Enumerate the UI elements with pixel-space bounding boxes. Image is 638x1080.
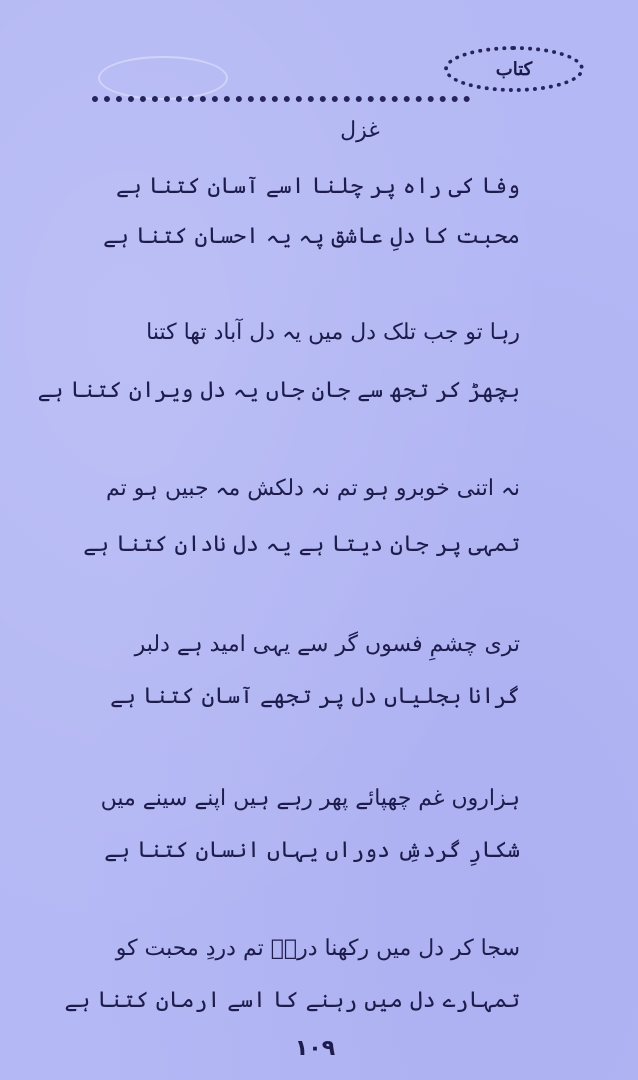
poem-line: سجا کر دل میں رکھنا دردؔ تم دردِ محبت کو bbox=[115, 936, 520, 961]
poem-line: تری چشمِ فسوں گر سے یہی امید ہے دلبر bbox=[134, 632, 520, 657]
header-logo-text: کتاب bbox=[495, 58, 533, 80]
poem-line: محبت کا دلِ عاشق پہ یہ احسان کتنا ہے bbox=[103, 224, 520, 249]
header-logo-oval bbox=[444, 46, 584, 92]
faint-watermark-oval bbox=[98, 56, 228, 100]
poem-line: بچھڑ کر تجھ سے جانِ جاں یہ دل ویران کتنا ہے bbox=[37, 378, 520, 403]
poem-line: شکارِ گردشِ دوراں یہاں انسان کتنا ہے bbox=[104, 838, 520, 863]
poem-title: غزل bbox=[340, 118, 380, 143]
poem-line: گرانا بجلیاں دل پر تجھے آسان کتنا ہے bbox=[110, 684, 520, 709]
page-number: ۱۰۹ bbox=[294, 1036, 336, 1061]
poem-line: وفا کی راہ پر چلنا اسے آسان کتنا ہے bbox=[116, 174, 520, 199]
poem-line: رہا تو جب تلک دل میں یہ دل آباد تھا کتنا bbox=[146, 320, 520, 345]
poem-line: تمہارے دل میں رہنے کا اسے ارمان کتنا ہے bbox=[64, 988, 520, 1013]
poem-line: نہ اتنی خوبرو ہو تم نہ دلکش مہ جبیں ہو تم bbox=[105, 476, 520, 501]
dotted-divider bbox=[92, 96, 470, 102]
poem-line: ہزاروں غم چھپائے پھر رہے ہیں اپنے سینے میں bbox=[100, 786, 520, 811]
poem-line: تمہی پر جان دیتا ہے یہ دل نادان کتنا ہے bbox=[83, 532, 520, 557]
